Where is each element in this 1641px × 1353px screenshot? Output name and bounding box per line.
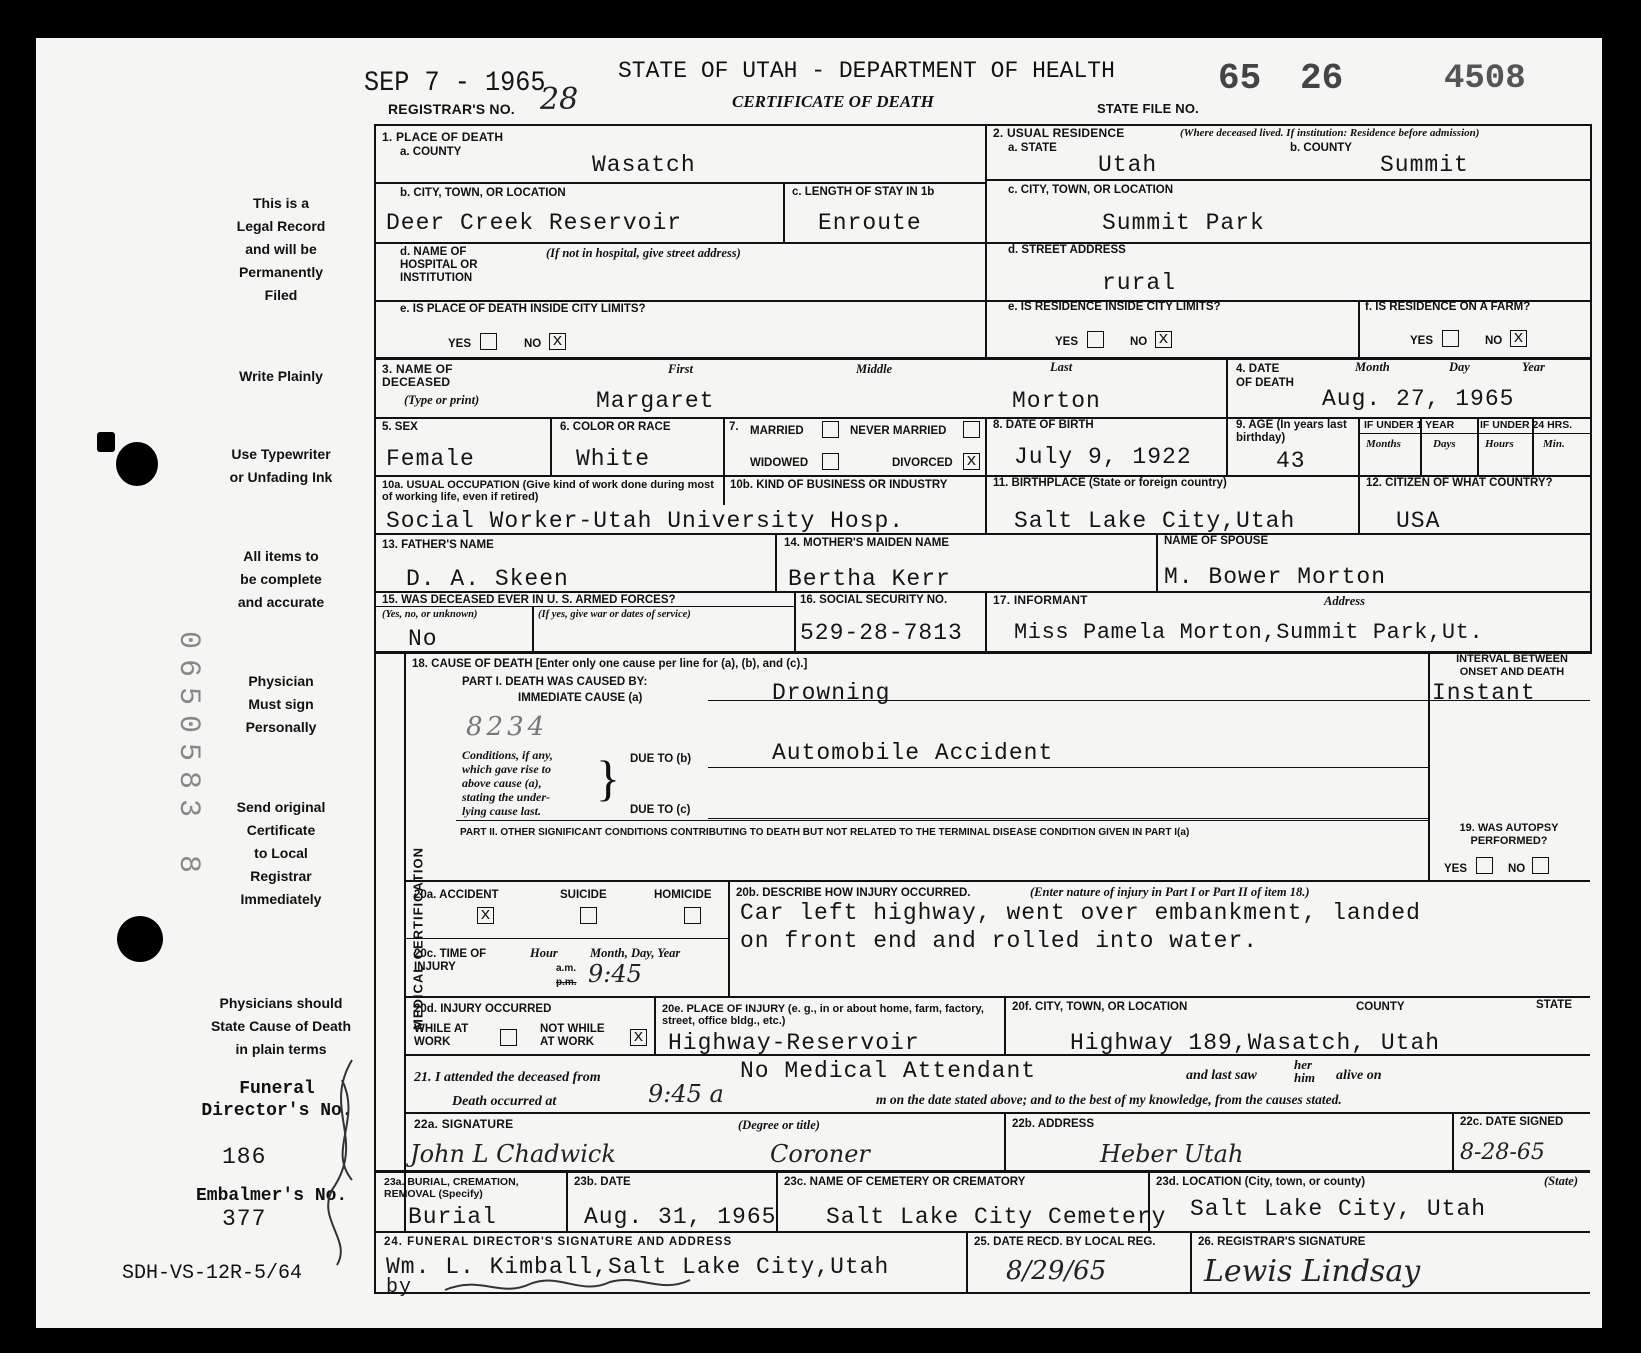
- first-name-label: First: [668, 362, 694, 376]
- injury-location: Highway 189,Wasatch, Utah: [1070, 1030, 1441, 1056]
- write-plainly-note: Write Plainly: [239, 368, 323, 384]
- date-of-death: Aug. 27, 1965: [1322, 386, 1515, 412]
- registrar-number: 28: [540, 82, 579, 117]
- death-occurred-time: 9:45 a: [648, 1080, 724, 1108]
- place-of-injury: Highway-Reservoir: [668, 1030, 920, 1056]
- armed-forces-label: 15. WAS DECEASED EVER IN U. S. ARMED FORCES?: [382, 594, 676, 606]
- under-1-year-label: IF UNDER 1 YEAR: [1364, 419, 1455, 431]
- never-married-label: NEVER MARRIED: [850, 425, 947, 437]
- citizen: USA: [1396, 508, 1441, 534]
- funeral-director: Wm. L. Kimball,Salt Lake City,Utah: [386, 1254, 890, 1280]
- funeral-director-label: Funeral Director's No.: [201, 1079, 353, 1121]
- date-signed: 8-28-65: [1460, 1140, 1545, 1165]
- date-signed-label: 22c. DATE SIGNED: [1460, 1116, 1564, 1128]
- attendant: No Medical Attendant: [740, 1058, 1037, 1084]
- middle-name-label: Middle: [856, 362, 893, 376]
- send-original-note: Send original Certificate to Local Registrar Immediately: [236, 799, 326, 907]
- signer-address-label: 22b. ADDRESS: [1012, 1118, 1095, 1130]
- mother-name: Bertha Kerr: [788, 566, 951, 592]
- cemetery-label: 23c. NAME OF CEMETERY OR CREMATORY: [784, 1176, 1026, 1188]
- divorced-label: DIVORCED: [892, 457, 953, 469]
- death-city: Deer Creek Reservoir: [386, 210, 683, 236]
- armed-forces-note2: (If yes, give war or dates of service): [538, 609, 691, 620]
- armed-forces: No: [408, 626, 438, 652]
- name-label: 3. NAME OF DECEASED: [382, 362, 453, 389]
- residence-inside-yes-label: YES: [1055, 336, 1079, 348]
- file-number-a: 65: [1218, 58, 1262, 99]
- death-inside-no-label: NO: [524, 338, 542, 350]
- knowledge-statement: m on the date stated above; and to the best of my knowledge, from the causes stated.: [876, 1092, 1342, 1107]
- ssn-label: 16. SOCIAL SECURITY NO.: [800, 594, 948, 606]
- injury-description-line1: Car left highway, went over embankment, landed: [740, 900, 1421, 926]
- part1-label: PART I. DEATH WAS CAUSED BY:: [462, 676, 648, 688]
- name-note: (Type or print): [404, 393, 480, 407]
- married-checkbox[interactable]: [822, 421, 839, 438]
- city-label: b. CITY, TOWN, OR LOCATION: [400, 187, 566, 199]
- armed-forces-note1: (Yes, no, or unknown): [382, 609, 478, 620]
- autopsy-yes-checkbox[interactable]: [1476, 857, 1493, 874]
- cemetery: Salt Lake City Cemetery: [826, 1204, 1167, 1230]
- hours-label: Hours: [1485, 438, 1514, 450]
- funeral-director-signature: [440, 1270, 700, 1300]
- immediate-cause: Drowning: [772, 680, 891, 706]
- accident-label: 20a. ACCIDENT: [414, 889, 499, 901]
- last-name-label: Last: [1050, 360, 1073, 374]
- department-title: STATE OF UTAH - DEPARTMENT OF HEALTH: [618, 58, 1115, 84]
- age-label: 9. AGE (In years last birthday): [1236, 419, 1347, 444]
- months-label: Months: [1366, 438, 1401, 450]
- form-border-top: [374, 124, 1590, 126]
- days-label: Days: [1433, 438, 1456, 450]
- attended-label: 21. I attended the deceased from: [414, 1070, 601, 1085]
- due-to-c-label: DUE TO (c): [630, 804, 691, 816]
- death-inside-yes-checkbox[interactable]: [480, 333, 497, 350]
- legal-record-note: This is a Legal Record and will be Permanently Filed: [236, 195, 326, 303]
- funeral-director-number: 186: [222, 1144, 267, 1170]
- her-him-label: her him: [1294, 1057, 1315, 1085]
- length-of-stay-label: c. LENGTH OF STAY IN 1b: [792, 186, 935, 198]
- punch-hole: [117, 916, 163, 962]
- residence-state: Utah: [1098, 152, 1158, 178]
- autopsy-no-checkbox[interactable]: [1532, 857, 1549, 874]
- by-label: by: [386, 1276, 413, 1299]
- father-label: 13. FATHER'S NAME: [382, 539, 494, 551]
- medical-certification-vertical: MEDICAL CERTIFICATION: [410, 847, 426, 1031]
- physician-title: Coroner: [770, 1140, 870, 1168]
- injury-occurred-label: 20d. INJURY OCCURRED: [414, 1003, 552, 1015]
- farm-label: f. IS RESIDENCE ON A FARM?: [1365, 301, 1531, 313]
- sex: Female: [386, 446, 475, 472]
- margin-scribble: [312, 1050, 372, 1270]
- occupation: Social Worker-Utah University Hosp.: [386, 508, 905, 534]
- residence-city-limits-label: e. IS RESIDENCE INSIDE CITY LIMITS?: [1008, 301, 1221, 313]
- pm-label: p.m.: [556, 977, 577, 988]
- physician-signature: John L Chadwick: [410, 1140, 616, 1168]
- director-signature-mark: [440, 1270, 700, 1300]
- occupation-label: 10a. USUAL OCCUPATION (Give kind of work done during most of working life, even if retired): [382, 479, 714, 503]
- form-border-right: [1590, 124, 1592, 654]
- burial-location-label: 23d. LOCATION (City, town, or county): [1156, 1176, 1366, 1188]
- punch-hole: [97, 432, 115, 452]
- residence-city: Summit Park: [1102, 210, 1265, 236]
- burial-date-label: 23b. DATE: [574, 1176, 631, 1188]
- stamp-date: SEP 7 - 1965: [364, 68, 546, 99]
- spouse-label: NAME OF SPOUSE: [1164, 535, 1269, 547]
- due-to-b-label: DUE TO (b): [630, 753, 692, 765]
- immediate-cause-label: IMMEDIATE CAUSE (a): [518, 692, 643, 704]
- spouse-name: M. Bower Morton: [1164, 564, 1387, 590]
- death-inside-no-checkbox[interactable]: x: [549, 333, 566, 350]
- minutes-label: Min.: [1543, 438, 1565, 450]
- race: White: [576, 446, 651, 472]
- autopsy-no-label: NO: [1508, 863, 1526, 875]
- typewriter-note: Use Typewriter or Unfading Ink: [229, 446, 333, 485]
- registrar-signature-label: 26. REGISTRAR'S SIGNATURE: [1198, 1236, 1366, 1248]
- birth-date-label: 8. DATE OF BIRTH: [993, 419, 1094, 431]
- date-received: 8/29/65: [1006, 1256, 1107, 1286]
- under-24-hours-label: IF UNDER 24 HRS.: [1480, 419, 1573, 431]
- residence-inside-no-checkbox[interactable]: x: [1155, 331, 1172, 348]
- month-label: Month: [1355, 360, 1390, 374]
- signature-label: 22a. SIGNATURE: [414, 1117, 514, 1131]
- residence-county: Summit: [1380, 152, 1469, 178]
- punch-hole: [116, 442, 158, 486]
- interval: Instant: [1432, 680, 1536, 706]
- age: 43: [1276, 448, 1306, 474]
- farm-no-checkbox[interactable]: x: [1510, 330, 1527, 347]
- certificate-title: CERTIFICATE OF DEATH: [732, 92, 934, 111]
- last-saw-label: and last saw: [1186, 1068, 1257, 1083]
- autopsy-yes-label: YES: [1444, 863, 1468, 875]
- not-while-at-work-label: NOT WHILE AT WORK: [540, 1023, 605, 1048]
- residence-city-label: c. CITY, TOWN, OR LOCATION: [1008, 184, 1174, 196]
- physician-note: Physician Must sign Personally: [245, 673, 317, 735]
- interval-label: INTERVAL BETWEEN ONSET AND DEATH: [1456, 653, 1568, 678]
- time-of-injury-label: 20c. TIME OF INJURY: [414, 948, 487, 973]
- race-label: 6. COLOR OR RACE: [560, 421, 671, 433]
- part2-label: PART II. OTHER SIGNIFICANT CONDITIONS CONTRIBUTING TO DEATH BUT NOT RELATED TO THE TERMINAL DISEASE CONDITION GIVEN IN PART I(a): [460, 827, 1190, 838]
- divorced-checkbox[interactable]: x: [963, 453, 980, 470]
- place-of-death-label: 1. PLACE OF DEATH: [382, 130, 504, 144]
- suicide-label: SUICIDE: [560, 889, 607, 901]
- hour-label: Hour: [530, 946, 558, 960]
- residence-inside-yes-checkbox[interactable]: [1087, 331, 1104, 348]
- birth-date: July 9, 1922: [1014, 444, 1192, 470]
- mother-label: 14. MOTHER'S MAIDEN NAME: [784, 537, 950, 549]
- death-inside-yes-label: YES: [448, 338, 472, 350]
- burial-location: Salt Lake City, Utah: [1190, 1196, 1487, 1222]
- embalmer-label: Embalmer's No.: [196, 1186, 348, 1206]
- funeral-director-signature-label: 24. FUNERAL DIRECTOR'S SIGNATURE AND ADDRESS: [384, 1236, 733, 1248]
- business-label: 10b. KIND OF BUSINESS OR INDUSTRY: [730, 479, 948, 491]
- widowed-checkbox[interactable]: [822, 453, 839, 470]
- injury-county-label: COUNTY: [1356, 1001, 1405, 1013]
- sex-label: 5. SEX: [382, 421, 418, 433]
- time-of-injury: 9:45: [588, 960, 642, 988]
- citizen-label: 12. CITIZEN OF WHAT COUNTRY?: [1366, 477, 1553, 489]
- death-occurred-label: Death occurred at: [452, 1094, 557, 1109]
- burial-label: 23a. BURIAL, CREMATION, REMOVAL (Specify): [384, 1176, 519, 1200]
- while-at-work-checkbox[interactable]: [500, 1029, 517, 1046]
- burial-date: Aug. 31, 1965: [584, 1204, 777, 1230]
- farm-yes-label: YES: [1410, 335, 1434, 347]
- ssn: 529-28-7813: [800, 620, 963, 646]
- burial-state-label: (State): [1544, 1174, 1579, 1188]
- hospital-label: d. NAME OF HOSPITAL OR INSTITUTION: [400, 246, 478, 284]
- residence-state-label: a. STATE: [1008, 142, 1057, 154]
- conditions-note: Conditions, if any, which gave rise to above cause (a), stating the under- lying cause last.: [462, 748, 553, 818]
- residence-inside-no-label: NO: [1130, 336, 1148, 348]
- first-name: Margaret: [596, 388, 715, 414]
- month-day-year-label: Month, Day, Year: [590, 946, 681, 960]
- accident-checkbox[interactable]: x: [477, 907, 494, 924]
- complete-note: All items to be complete and accurate: [237, 548, 325, 610]
- injury-state-label: STATE: [1536, 999, 1572, 1011]
- not-while-at-work-checkbox[interactable]: x: [630, 1029, 647, 1046]
- burial-method: Burial: [408, 1204, 497, 1230]
- place-of-injury-label: 20e. PLACE OF INJURY (e. g., in or about home, farm, factory, street, office bldg., etc.): [662, 1003, 984, 1027]
- date-received-label: 25. DATE RECD. BY LOCAL REG.: [974, 1236, 1156, 1248]
- cause-of-death-label: 18. CAUSE OF DEATH [Enter only one cause per line for (a), (b), and (c).]: [412, 658, 808, 670]
- last-name: Morton: [1012, 388, 1101, 414]
- widowed-label: WIDOWED: [750, 457, 809, 469]
- city-limits-label: e. IS PLACE OF DEATH INSIDE CITY LIMITS?: [400, 303, 646, 315]
- injury-description-label: 20b. DESCRIBE HOW INJURY OCCURRED.: [736, 887, 971, 899]
- father-name: D. A. Skeen: [406, 566, 569, 592]
- birthplace: Salt Lake City,Utah: [1014, 508, 1296, 534]
- degree-label: (Degree or title): [738, 1118, 820, 1132]
- homicide-label: HOMICIDE: [654, 889, 712, 901]
- cause-b: Automobile Accident: [772, 740, 1054, 766]
- disease-code: 8234: [466, 712, 549, 742]
- injury-description-line2: on front end and rolled into water.: [740, 928, 1259, 954]
- file-number-c: 4508: [1444, 60, 1526, 98]
- registrar-label: REGISTRAR'S NO.: [388, 101, 515, 117]
- informant: Miss Pamela Morton,Summit Park,Ut.: [1014, 620, 1484, 645]
- residence-label: 2. USUAL RESIDENCE: [993, 126, 1125, 140]
- farm-no-label: NO: [1485, 335, 1503, 347]
- injury-description-note: (Enter nature of injury in Part I or Part II of item 18.): [1030, 885, 1310, 899]
- while-at-work-label: WHILE AT WORK: [414, 1023, 469, 1048]
- conditions-brace: }: [596, 750, 620, 806]
- never-married-checkbox[interactable]: [963, 421, 980, 438]
- embalmer-number: 377: [222, 1206, 267, 1232]
- residence-note: (Where deceased lived. If institution: Residence before admission): [1180, 127, 1480, 139]
- day-label: Day: [1449, 360, 1470, 374]
- item7-number: 7.: [729, 421, 739, 433]
- street-address-label: d. STREET ADDRESS: [1008, 244, 1126, 256]
- injury-city-label: 20f. CITY, TOWN, OR LOCATION: [1012, 1001, 1188, 1013]
- address-label: Address: [1324, 594, 1365, 608]
- state-cause-note: Physicians should State Cause of Death in plain terms: [210, 995, 352, 1057]
- informant-label: 17. INFORMANT: [993, 593, 1088, 607]
- autopsy-label: 19. WAS AUTOPSY PERFORMED?: [1459, 822, 1559, 847]
- death-county: Wasatch: [592, 152, 696, 178]
- file-number-b: 26: [1300, 58, 1344, 99]
- residence-county-label: b. COUNTY: [1290, 142, 1352, 154]
- birthplace-label: 11. BIRTHPLACE (State or foreign country): [993, 477, 1227, 489]
- hospital-note: (If not in hospital, give street address): [546, 246, 741, 260]
- farm-yes-checkbox[interactable]: [1442, 330, 1459, 347]
- year-label: Year: [1522, 360, 1545, 374]
- signer-address: Heber Utah: [1100, 1140, 1244, 1168]
- scribble-mark: [312, 1050, 372, 1270]
- am-label: a.m.: [556, 963, 577, 974]
- vertical-serial-number: 0650583 8: [171, 630, 206, 884]
- alive-on-label: alive on: [1336, 1068, 1382, 1083]
- homicide-checkbox[interactable]: [684, 907, 701, 924]
- street-address: rural: [1102, 270, 1177, 296]
- married-label: MARRIED: [750, 425, 804, 437]
- form-number: SDH-VS-12R-5/64: [122, 1262, 303, 1285]
- registrar-signature: Lewis Lindsay: [1204, 1254, 1421, 1289]
- length-of-stay: Enroute: [818, 210, 922, 236]
- state-file-label: STATE FILE NO.: [1097, 101, 1199, 116]
- date-of-death-label: 4. DATE OF DEATH: [1236, 363, 1294, 389]
- county-label: a. COUNTY: [400, 146, 462, 158]
- suicide-checkbox[interactable]: [580, 907, 597, 924]
